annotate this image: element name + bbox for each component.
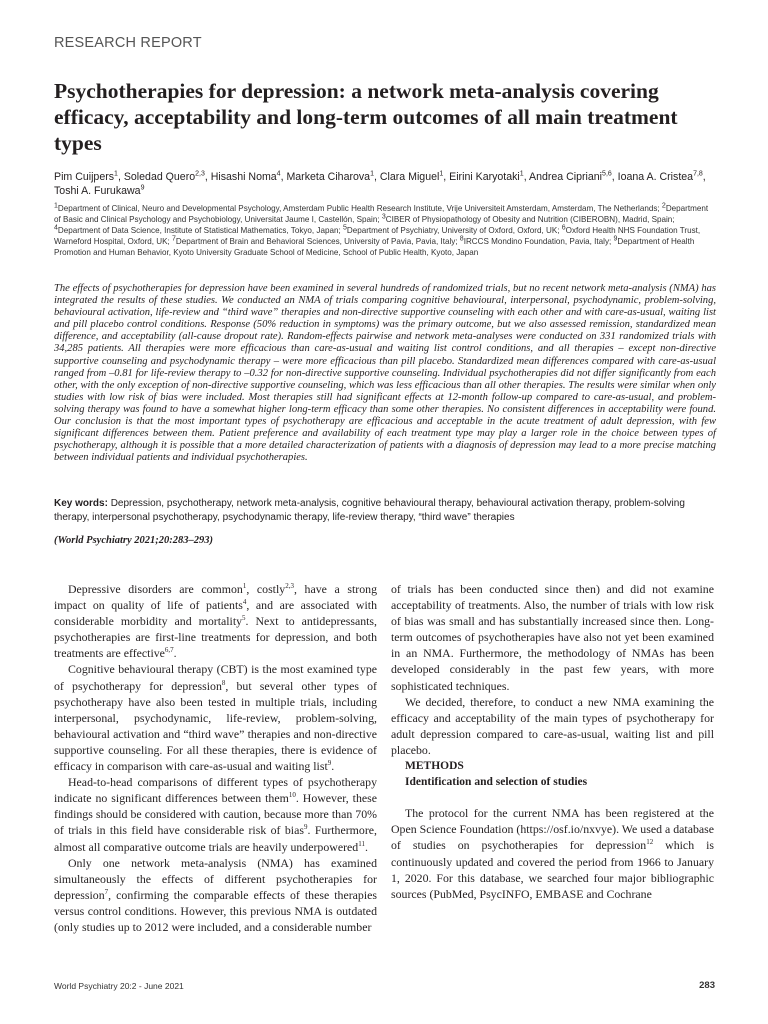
author-sup: 7,8 — [693, 170, 703, 178]
author-sup: 1 — [370, 170, 374, 178]
body-paragraph: Only one network meta-analysis (NMA) has examined simultaneously the effects of different psychotherapies for depression$^7$, confirming the comparable effects of these therapies versus control conditions. However, this previous NMA is outdated (only studies up to 2012 were included, and a considerable number — [54, 855, 377, 934]
author-sup: 1 — [519, 170, 524, 178]
affil-text: IRCCS Mondino Foundation, Pavia, Italy; — [463, 237, 612, 246]
page-number: 283 — [699, 980, 715, 991]
body-column-left — [54, 581, 377, 935]
body-paragraph: Cognitive behavioural therapy (CBT) is the most examined type of psychotherapy for depression$^8$, but several other types of psychotherapy have also been tested in multiple trials, including interpersonal, psychodynamic, life-review, problem-solving, behavioural activation and “third wave” therapies and non-directive supportive counseling. For all these therapies, there is evidence of efficacy in comparison with care-as-usual and waiting list$^9$. — [54, 662, 377, 774]
author-name: Clara Miguel — [379, 171, 440, 183]
author-list: Pim Cuijpers$^1$, Soledad Quero$^{2,3}$, Hisashi Noma$^4$, Marketa Ciharova$^1$, Clara Miguel$^1$, Eirini Karyotaki$^1$, Andrea Cipriani$^{5,6}$, Ioana A. Cristea$^{7,8}$, Toshi A. Furukawa$^9$ — [54, 170, 706, 197]
author-sup: 2,3 — [195, 170, 205, 178]
affil-sup: 6 — [561, 224, 566, 232]
affil-text: Department of Basic and Clinical Psychology and Psychobiology, Universitat Jaume I, Castellón, Spain; — [54, 204, 709, 224]
citation: (World Psychiatry 2021;20:283–293) — [54, 535, 214, 546]
author-name: Hisashi Noma — [210, 171, 277, 183]
author-sup: 1 — [114, 170, 118, 178]
author-name: Pim Cuijpers — [54, 171, 115, 183]
affil-sup: 2 — [661, 202, 666, 210]
affil-sup: 5 — [342, 224, 347, 232]
body-paragraph: of trials has been conducted since then) and did not examine acceptability of treatments. Also, the number of trials with low risk of bias was small and has substantially increased since then. Long-term outcomes of psychotherapies have also not yet been examined in an NMA. Furthermore, the methodology of NMAs has been developed considerably in the past few years, with more sophisticated techniques. — [391, 582, 714, 693]
body-paragraph: Head-to-head comparisons of different types of psychotherapy indicate no significant differences between them$^{10}$. However, these findings should be considered with caution, because more than 70% of trials in this field have considerable risk of bias$^9$. Furthermore, almost all comparative outcome trials are heavily underpowered$^{11}$. — [54, 775, 377, 854]
section-label: RESEARCH REPORT — [54, 35, 202, 51]
body-column-right — [391, 581, 714, 902]
author-sup: 5,6 — [602, 170, 612, 178]
author-sup: 9 — [140, 183, 145, 191]
affil-sup: 9 — [613, 235, 618, 243]
affil-sup: 7 — [172, 235, 176, 243]
keywords-text: Depression, psychotherapy, network meta-analysis, cognitive behavioural therapy, behavioural activation therapy, problem-solving therapy, interpersonal psychotherapy, psychodynamic therapy, life-review therapy, “third wave” therapies — [54, 498, 685, 523]
affil-sup: 1 — [54, 202, 58, 210]
body-paragraph: We decided, therefore, to conduct a new NMA examining the efficacy and acceptability of the main types of psychotherapy for adult depression compared to care-as-usual, waiting list and pill placebo. — [391, 694, 714, 757]
author-name: Eirini Karyotaki — [449, 171, 520, 183]
affil-text: Department of Psychiatry, University of Oxford, Oxford, UK; — [346, 226, 560, 235]
body-paragraph: The protocol for the current NMA has been registered at the Open Science Foundation (https://osf.io/nxvye). We used a database of studies on psychotherapies for depression$^{12}$ which is continuously updated and covered the period from 1966 to January 1, 2020. For this database, we searched four major bibliographic sources (PubMed, PsycINFO, EMBASE and Cochrane — [391, 806, 714, 901]
abstract: The effects of psychotherapies for depression have been examined in several hundreds of randomized trials, but no recent network meta-analysis (NMA) has integrated the results of these studies. We conducted an NMA of trials comparing cognitive behavioural, interpersonal, psychodynamic, problem-solving, behavioural activation, life-review and “third wave” therapies and non-directive supportive counseling with each other and with care-as-usual, waiting list and pill placebo control conditions. Response (50% reduction in symptoms) was the primary outcome, but we also assessed remission, standardized mean difference, and acceptability (all-cause dropout rate). Random-effects pairwise and network meta-analyses were conducted on 331 randomized trials with 34,285 patients. All therapies were more efficacious than care-as-usual and waiting list control conditions, and all therapies – except non-directive supportive counseling and psychodynamic therapy – were more efficacious than pill placebo. Standardized mean differences compared with care-as-usual ranged from –0.81 for life-review therapy to –0.32 for non-directive supportive counseling. Individual psychotherapies did not differ significantly from each other, with the only exception of non-directive supportive counseling, which was less efficacious than all other therapies. The results were similar when only studies with low risk of bias were included. Most therapies still had significant effects at 12-month follow-up compared to care-as-usual, and problem-solving therapy was found to have a somewhat higher long-term efficacy than some other therapies. No consistent differences in acceptability were found. Our conclusion is that the most important types of psychotherapy are efficacious and acceptable in the acute treatment of adult depression, with few significant differences between them. Patient preference and availability of each treatment type may play a larger role in the choice between types of psychotherapy, although it is possible that a more detailed characterization of patients with a diagnosis of depression may lead to a more precise matching between individual patients and individual psychotherapies. — [54, 283, 716, 464]
affil-sup: 3 — [381, 213, 386, 221]
author-name: Toshi A. Furukawa — [54, 184, 141, 197]
footer-journal: World Psychiatry 20:2 - June 2021 — [54, 981, 184, 991]
author-sup: 1 — [439, 170, 444, 178]
author-sup: 4 — [276, 170, 281, 178]
affil-text: Department of Clinical, Neuro and Developmental Psychology, Amsterdam Public Health Research Institute, Vrije Universiteit Amsterdam, Amsterdam, The Netherlands; — [57, 204, 660, 213]
affil-text: Oxford Health NHS Foundation Trust, Warneford Hospital, Oxford, UK; — [54, 226, 701, 246]
author-name: Andrea Cipriani — [529, 171, 603, 183]
affil-text: Department of Brain and Behavioral Sciences, University of Pavia, Pavia, Italy; — [175, 237, 458, 246]
author-name: Ioana A. Cristea — [617, 171, 694, 183]
affiliations — [54, 203, 716, 258]
affil-text: CIBER of Physiopathology of Obesity and Nutrition (CIBEROBN), Madrid, Spain; — [385, 215, 675, 224]
author-name: Marketa Ciharova — [286, 171, 371, 183]
subsection-heading: Identification and selection of studies — [405, 776, 588, 789]
keywords — [54, 497, 716, 524]
affil-text: Department of Data Science, Institute of Statistical Mathematics, Tokyo, Japan; — [57, 226, 341, 235]
affil-sup: 8 — [459, 235, 464, 243]
keywords-label: Key words: — [54, 498, 108, 509]
section-heading-methods: METHODS — [405, 760, 464, 773]
body-paragraph: Depressive disorders are common$^1$, costly$^{2,3}$, have a strong impact on quality of life of patients$^4$, and are associated with considerable morbidity and mortality$^5$. Next to antidepressants, psychotherapies are first-line treatments for depression, and both treatments are effective$^{6,7}$. — [54, 582, 377, 661]
article-title: Psychotherapies for depression: a network meta-analysis covering efficacy, acceptability and long-term outcomes of all main treatment types — [54, 79, 678, 155]
affil-sup: 4 — [54, 224, 58, 232]
author-name: Soledad Quero — [123, 171, 196, 183]
affil-text: Department of Health Promotion and Human Behavior, Kyoto University Graduate School of Medicine, School of Public Health, Kyoto, Japan — [54, 237, 695, 257]
